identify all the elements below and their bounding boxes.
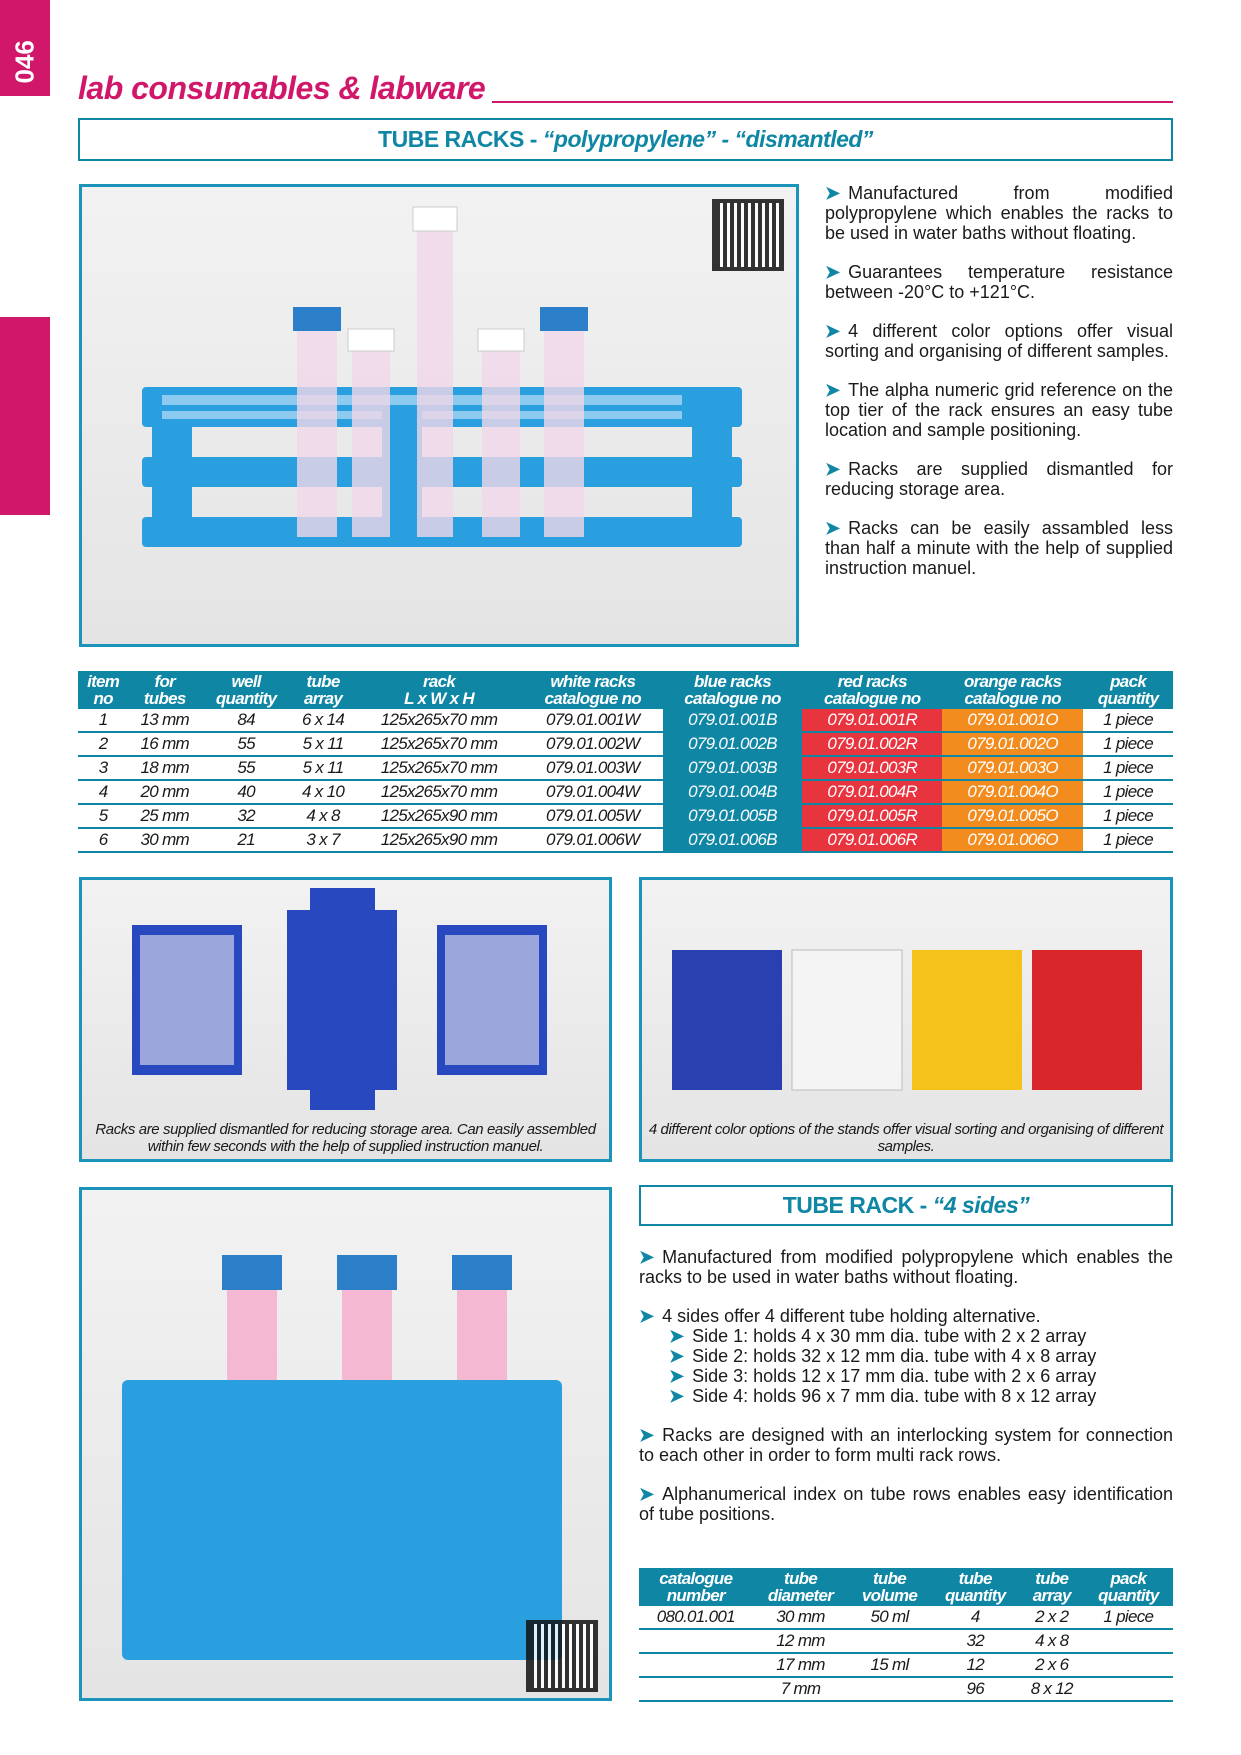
table-cell: 079.01.004O <box>942 780 1083 804</box>
caption-colors: 4 different color options of the stands offer visual sorting and organising of different samples. <box>648 1121 1164 1155</box>
arrow-icon: ➤ <box>639 1306 655 1326</box>
table-cell: 079.01.006R <box>802 828 942 852</box>
table-cell: 12 mm <box>753 1629 849 1653</box>
table-cell: 079.01.001O <box>942 709 1083 732</box>
table-cell: 079.01.001W <box>523 709 663 732</box>
section1-title-sub: “polypropylene” - “dismantled” <box>542 126 873 152</box>
table-cell: 3 <box>78 756 128 780</box>
arrow-icon: ➤ <box>825 321 841 341</box>
table-cell <box>1084 1677 1173 1701</box>
arrow-icon: ➤ <box>639 1247 655 1267</box>
dismantled-rack-photo <box>79 877 612 1162</box>
feature-text: Manufactured from modified polypropylene which enables the racks to be used in water baths without floating. <box>825 183 1173 243</box>
page-tab <box>0 0 50 96</box>
table-header-row <box>639 1568 1173 1606</box>
table-cell: 079.01.004B <box>663 780 803 804</box>
table-cell: 1 <box>78 709 128 732</box>
feature-bullet <box>825 183 1173 243</box>
table-cell: 079.01.002R <box>802 732 942 756</box>
table-row <box>78 780 1173 804</box>
table-cell: 079.01.003B <box>663 756 803 780</box>
table-row <box>639 1629 1173 1653</box>
table-row <box>78 828 1173 852</box>
feature-text: Guarantees temperature resistance between -20°C to +121°C. <box>825 262 1173 302</box>
side-text: Side 3: holds 12 x 17 mm dia. tube with 2 x 6 array <box>692 1366 1097 1386</box>
table-row <box>639 1606 1173 1629</box>
colored-racks-illustration <box>642 880 1170 1110</box>
section2-title <box>639 1185 1173 1226</box>
table-cell: 4 x 8 <box>291 804 355 828</box>
table-cell: 079.01.005W <box>523 804 663 828</box>
feature-text: 4 sides offer 4 different tube holding alternative. <box>662 1306 1041 1326</box>
section-tab <box>0 317 50 515</box>
table-cell: 079.01.002O <box>942 732 1083 756</box>
section2-features <box>639 1247 1173 1543</box>
table-cell: 4 <box>78 780 128 804</box>
side-item <box>639 1366 1173 1386</box>
table-row <box>78 804 1173 828</box>
side-text: Side 4: holds 96 x 7 mm dia. tube with 8 x 12 array <box>692 1386 1097 1406</box>
column-header: orange racks catalogue no <box>942 671 1083 709</box>
table-cell: 20 mm <box>128 780 201 804</box>
feature-text: Alphanumerical index on tube rows enables easy identification of tube positions. <box>639 1484 1173 1524</box>
feature-text: Racks can be easily assambled less than half a minute with the help of supplied instruction manuel. <box>825 518 1173 578</box>
table-cell: 1 piece <box>1083 732 1173 756</box>
column-header: white racks catalogue no <box>523 671 663 709</box>
side-item <box>639 1346 1173 1366</box>
table-cell: 50 ml <box>848 1606 930 1629</box>
column-header: rack L x W x H <box>355 671 523 709</box>
section1-features <box>825 183 1173 597</box>
table-cell: 1 piece <box>1083 828 1173 852</box>
table-cell: 125x265x90 mm <box>355 804 523 828</box>
table-cell: 2 x 6 <box>1020 1653 1084 1677</box>
table-cell <box>848 1677 930 1701</box>
table-cell: 16 mm <box>128 732 201 756</box>
feature-bullet <box>639 1484 1173 1524</box>
column-header: well quantity <box>201 671 291 709</box>
table-cell: 1 piece <box>1083 780 1173 804</box>
feature-text: Manufactured from modified polypropylene which enables the racks to be used in water baths without floating. <box>639 1247 1173 1287</box>
section2-title-sub: “4 sides” <box>932 1192 1030 1218</box>
table-cell: 1 piece <box>1083 804 1173 828</box>
arrow-icon: ➤ <box>669 1346 685 1366</box>
table-cell: 125x265x70 mm <box>355 709 523 732</box>
four-sides-table <box>639 1568 1173 1702</box>
column-header: tube array <box>1020 1568 1084 1606</box>
arrow-icon: ➤ <box>669 1366 685 1386</box>
table-cell: 6 x 14 <box>291 709 355 732</box>
tube-rack-photo <box>79 184 799 647</box>
side-item <box>639 1326 1173 1346</box>
table-cell: 079.01.005O <box>942 804 1083 828</box>
table-cell: 125x265x90 mm <box>355 828 523 852</box>
column-header: pack quantity <box>1084 1568 1173 1606</box>
table-cell: 6 <box>78 828 128 852</box>
section1-title-main: TUBE RACKS - <box>378 126 537 152</box>
arrow-icon: ➤ <box>669 1326 685 1346</box>
table-cell: 40 <box>201 780 291 804</box>
feature-bullet <box>825 459 1173 499</box>
table-cell: 5 x 11 <box>291 732 355 756</box>
title-rule <box>492 101 1173 103</box>
table-cell: 079.01.003O <box>942 756 1083 780</box>
table-cell: 4 x 10 <box>291 780 355 804</box>
table-cell: 079.01.001R <box>802 709 942 732</box>
table-cell: 079.01.004W <box>523 780 663 804</box>
table-row <box>78 732 1173 756</box>
column-header: tube diameter <box>753 1568 849 1606</box>
blue-rack-illustration <box>82 187 796 644</box>
table-cell: 1 piece <box>1083 756 1173 780</box>
column-header: tube array <box>291 671 355 709</box>
table-cell: 079.01.002W <box>523 732 663 756</box>
arrow-icon: ➤ <box>825 518 841 538</box>
table-cell: 32 <box>931 1629 1020 1653</box>
table-cell: 96 <box>931 1677 1020 1701</box>
table-cell: 17 mm <box>753 1653 849 1677</box>
table-cell <box>1084 1653 1173 1677</box>
table-row <box>639 1677 1173 1701</box>
table-cell: 079.01.006B <box>663 828 803 852</box>
table-cell: 55 <box>201 756 291 780</box>
page-number: 046 <box>9 40 40 84</box>
rack-catalogue-table <box>78 671 1173 853</box>
table-cell: 5 <box>78 804 128 828</box>
table-cell: 2 x 2 <box>1020 1606 1084 1629</box>
table-cell: 13 mm <box>128 709 201 732</box>
column-header: tube volume <box>848 1568 930 1606</box>
side-text: Side 1: holds 4 x 30 mm dia. tube with 2 x 2 array <box>692 1326 1087 1346</box>
table-cell: 55 <box>201 732 291 756</box>
arrow-icon: ➤ <box>825 262 841 282</box>
table-cell <box>639 1629 753 1653</box>
table-cell: 25 mm <box>128 804 201 828</box>
table-cell: 079.01.006O <box>942 828 1083 852</box>
table-cell: 21 <box>201 828 291 852</box>
column-header: item no <box>78 671 128 709</box>
caption-dismantled: Racks are supplied dismantled for reducing storage area. Can easily assembled within few seconds with the help of supplied instruction manuel. <box>95 1121 596 1155</box>
feature-bullet <box>825 518 1173 578</box>
table-cell: 3 x 7 <box>291 828 355 852</box>
column-header: pack quantity <box>1083 671 1173 709</box>
arrow-icon: ➤ <box>825 183 841 203</box>
table-cell: 079.01.005R <box>802 804 942 828</box>
table-cell: 079.01.003W <box>523 756 663 780</box>
arrow-icon: ➤ <box>639 1425 655 1445</box>
column-header: blue racks catalogue no <box>663 671 803 709</box>
feature-text: The alpha numeric grid reference on the top tier of the rack ensures an easy tube location and sample positioning. <box>825 380 1173 440</box>
table-cell: 2 <box>78 732 128 756</box>
arrow-icon: ➤ <box>825 380 841 400</box>
table-cell <box>848 1629 930 1653</box>
table-row <box>639 1653 1173 1677</box>
table-cell: 84 <box>201 709 291 732</box>
table-row <box>78 756 1173 780</box>
feature-text: Racks are designed with an interlocking system for connection to each other in order to form multi rack rows. <box>639 1425 1173 1465</box>
page-title: lab consumables & labware <box>78 70 486 106</box>
table-cell: 32 <box>201 804 291 828</box>
arrow-icon: ➤ <box>825 459 841 479</box>
section2-title-main: TUBE RACK - <box>782 1192 927 1218</box>
column-header: red racks catalogue no <box>802 671 942 709</box>
color-options-photo <box>639 877 1173 1162</box>
table-cell: 079.01.004R <box>802 780 942 804</box>
side-text: Side 2: holds 32 x 12 mm dia. tube with 4 x 8 array <box>692 1346 1097 1366</box>
table-cell: 125x265x70 mm <box>355 780 523 804</box>
feature-bullet <box>639 1247 1173 1287</box>
qr-code[interactable] <box>712 199 784 271</box>
table-cell: 18 mm <box>128 756 201 780</box>
table-cell: 125x265x70 mm <box>355 756 523 780</box>
table-cell: 12 <box>931 1653 1020 1677</box>
table-cell <box>1084 1629 1173 1653</box>
feature-bullet <box>639 1306 1173 1326</box>
table-cell: 1 piece <box>1083 709 1173 732</box>
feature-bullet <box>639 1425 1173 1465</box>
qr-code[interactable] <box>526 1620 598 1692</box>
four-sides-rack-photo <box>79 1187 612 1701</box>
feature-text: Racks are supplied dismantled for reducing storage area. <box>825 459 1173 499</box>
table-header-row <box>78 671 1173 709</box>
table-row <box>78 709 1173 732</box>
column-header: catalogue number <box>639 1568 753 1606</box>
side-item <box>639 1386 1173 1406</box>
table-cell <box>639 1653 753 1677</box>
table-cell <box>639 1677 753 1701</box>
feature-bullet <box>825 321 1173 361</box>
table-cell: 079.01.003R <box>802 756 942 780</box>
table-cell: 125x265x70 mm <box>355 732 523 756</box>
table-cell: 5 x 11 <box>291 756 355 780</box>
table-cell: 1 piece <box>1084 1606 1173 1629</box>
table-cell: 7 mm <box>753 1677 849 1701</box>
table-cell: 079.01.001B <box>663 709 803 732</box>
feature-bullet <box>825 380 1173 440</box>
column-header: for tubes <box>128 671 201 709</box>
dismantled-rack-illustration <box>82 880 609 1110</box>
table-cell: 079.01.005B <box>663 804 803 828</box>
table-cell: 080.01.001 <box>639 1606 753 1629</box>
feature-text: 4 different color options offer visual sorting and organising of different samples. <box>825 321 1173 361</box>
section1-title <box>78 118 1173 161</box>
column-header: tube quantity <box>931 1568 1020 1606</box>
table-cell: 4 <box>931 1606 1020 1629</box>
table-cell: 079.01.002B <box>663 732 803 756</box>
feature-bullet <box>825 262 1173 302</box>
table-cell: 4 x 8 <box>1020 1629 1084 1653</box>
table-cell: 8 x 12 <box>1020 1677 1084 1701</box>
table-cell: 15 ml <box>848 1653 930 1677</box>
arrow-icon: ➤ <box>639 1484 655 1504</box>
table-cell: 30 mm <box>753 1606 849 1629</box>
table-cell: 079.01.006W <box>523 828 663 852</box>
arrow-icon: ➤ <box>669 1386 685 1406</box>
table-cell: 30 mm <box>128 828 201 852</box>
